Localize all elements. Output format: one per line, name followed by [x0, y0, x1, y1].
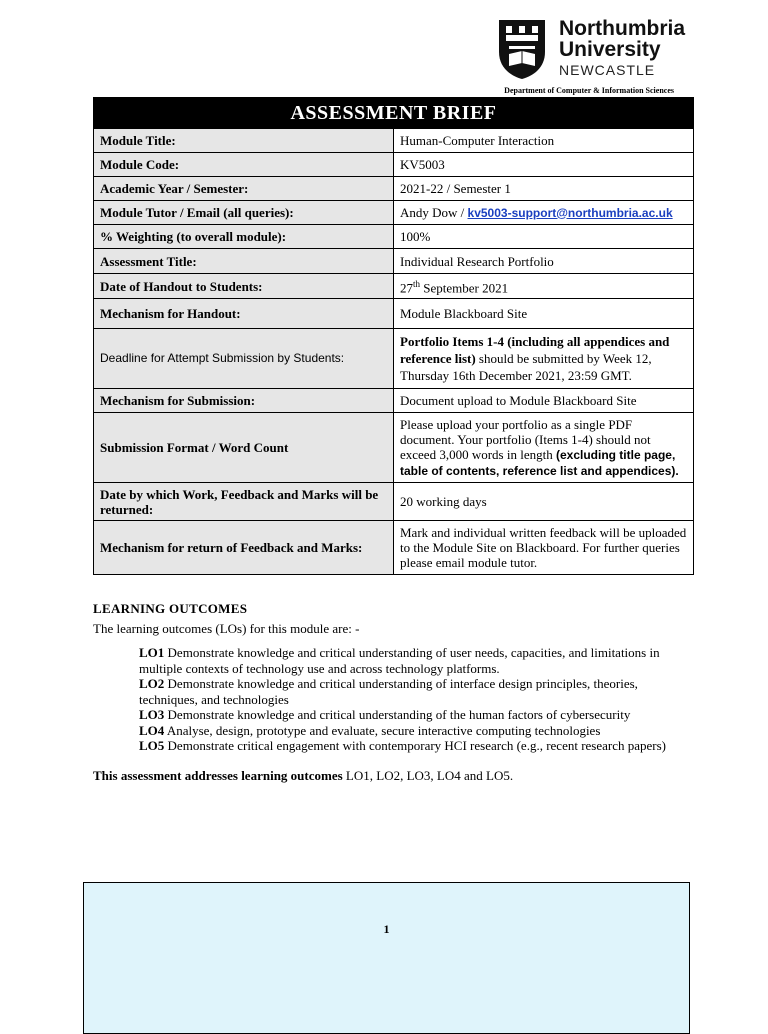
table-row [94, 274, 694, 299]
lo-code: LO3 [139, 707, 165, 722]
row-label: Mechanism for return of Feedback and Marks: [94, 521, 394, 575]
table-row [94, 483, 694, 521]
tutor-email-link[interactable]: kv5003-support@northumbria.ac.uk [467, 205, 673, 220]
logo-line-1: Northumbria [559, 17, 685, 40]
lo-code: LO5 [139, 738, 165, 753]
table-row [94, 177, 694, 201]
row-label: Module Tutor / Email (all queries): [94, 201, 394, 225]
row-label: Date of Handout to Students: [94, 274, 394, 299]
lo-code: LO2 [139, 676, 165, 691]
row-value: 20 working days [394, 483, 694, 521]
row-value: Mark and individual written feedback will be uploaded to the Module Site on Blackboard. For further queries please email module tutor. [394, 521, 694, 575]
lo-text: Analyse, design, prototype and evaluate, secure interactive computing technologies [164, 722, 601, 738]
lo-address-rest: LO1, LO2, LO3, LO4 and LO5. [342, 767, 514, 783]
row-label: Mechanism for Submission: [94, 389, 394, 413]
row-value [394, 201, 694, 225]
row-label: Academic Year / Semester: [94, 177, 394, 201]
university-logo [497, 18, 693, 82]
row-label: Module Code: [94, 153, 394, 177]
brief-title: ASSESSMENT BRIEF [94, 98, 694, 129]
lo-code: LO4 [139, 722, 165, 738]
list-item [139, 645, 693, 676]
row-value: Document upload to Module Blackboard Site [394, 389, 694, 413]
table-header-row [94, 98, 694, 129]
crest-icon [497, 18, 547, 80]
row-value [394, 329, 694, 389]
row-value: KV5003 [394, 153, 694, 177]
learning-outcomes-list [139, 645, 693, 754]
row-label: Mechanism for Handout: [94, 299, 394, 329]
handout-day: 27 [400, 280, 413, 296]
format-bold: (excluding title page, table of contents, reference list and appendices). [400, 447, 679, 478]
table-row [94, 129, 694, 153]
row-value [394, 274, 694, 299]
handout-month-year: September 2021 [420, 280, 509, 296]
learning-outcomes-addressed [93, 768, 693, 784]
list-item [139, 676, 693, 707]
row-label: Date by which Work, Feedback and Marks will be returned: [94, 483, 394, 521]
list-item [139, 723, 693, 739]
list-item [139, 738, 693, 754]
lo-text: Demonstrate critical engagement with contemporary HCI research (e.g., recent research papers) [164, 738, 667, 753]
list-item [139, 707, 693, 723]
row-value: Module Blackboard Site [394, 299, 694, 329]
tutor-name: Andy Dow / [400, 204, 468, 220]
row-label: % Weighting (to overall module): [94, 225, 394, 249]
learning-outcomes-heading: LEARNING OUTCOMES [93, 601, 248, 616]
lo-text: Demonstrate knowledge and critical understanding of interface design principles, theories, techniques, and technologies [139, 676, 638, 707]
table-row [94, 299, 694, 329]
deadline-rest: should be submitted by Week 12, Thursday 16th December 2021, 23:59 GMT. [400, 351, 652, 383]
logo-line-3: NEWCASTLE [559, 62, 656, 78]
logo-line-2: University [559, 38, 661, 61]
department-label: Department of Computer & Information Sciences [504, 86, 674, 95]
deadline-bold: Portfolio Items 1-4 (including all appendices and reference list) [400, 334, 670, 366]
table-row [94, 249, 694, 274]
row-value [394, 413, 694, 483]
row-value: 100% [394, 225, 694, 249]
learning-outcomes-section [93, 601, 693, 784]
row-label: Assessment Title: [94, 249, 394, 274]
row-value: 2021-22 / Semester 1 [394, 177, 694, 201]
lo-code: LO1 [139, 645, 165, 660]
format-text: Please upload your portfolio as a single PDF document. Your portfolio (Items 1-4) should not exceed 3,000 words in length [400, 416, 651, 462]
lo-text: Demonstrate knowledge and critical understanding of the human factors of cybersecurity [164, 707, 631, 722]
row-label: Submission Format / Word Count [94, 413, 394, 483]
row-label: Deadline for Attempt Submission by Students: [94, 329, 394, 389]
table-row [94, 521, 694, 575]
learning-outcomes-intro: The learning outcomes (LOs) for this module are: - [93, 621, 360, 636]
table-row [94, 329, 694, 389]
lo-text: Demonstrate knowledge and critical understanding of user needs, capacities, and limitations in multiple contexts of technology use and across technology platforms. [139, 645, 660, 676]
row-value: Human-Computer Interaction [394, 129, 694, 153]
assessment-brief-table [93, 97, 694, 575]
table-row [94, 225, 694, 249]
page-footer-box [83, 882, 690, 1034]
page-number: 1 [383, 922, 390, 936]
handout-day-suffix: th [413, 278, 421, 289]
table-row [94, 389, 694, 413]
table-row [94, 413, 694, 483]
table-row [94, 201, 694, 225]
table-row [94, 153, 694, 177]
row-label: Module Title: [94, 129, 394, 153]
lo-address-bold: This assessment addresses learning outcomes [93, 767, 343, 783]
row-value: Individual Research Portfolio [394, 249, 694, 274]
